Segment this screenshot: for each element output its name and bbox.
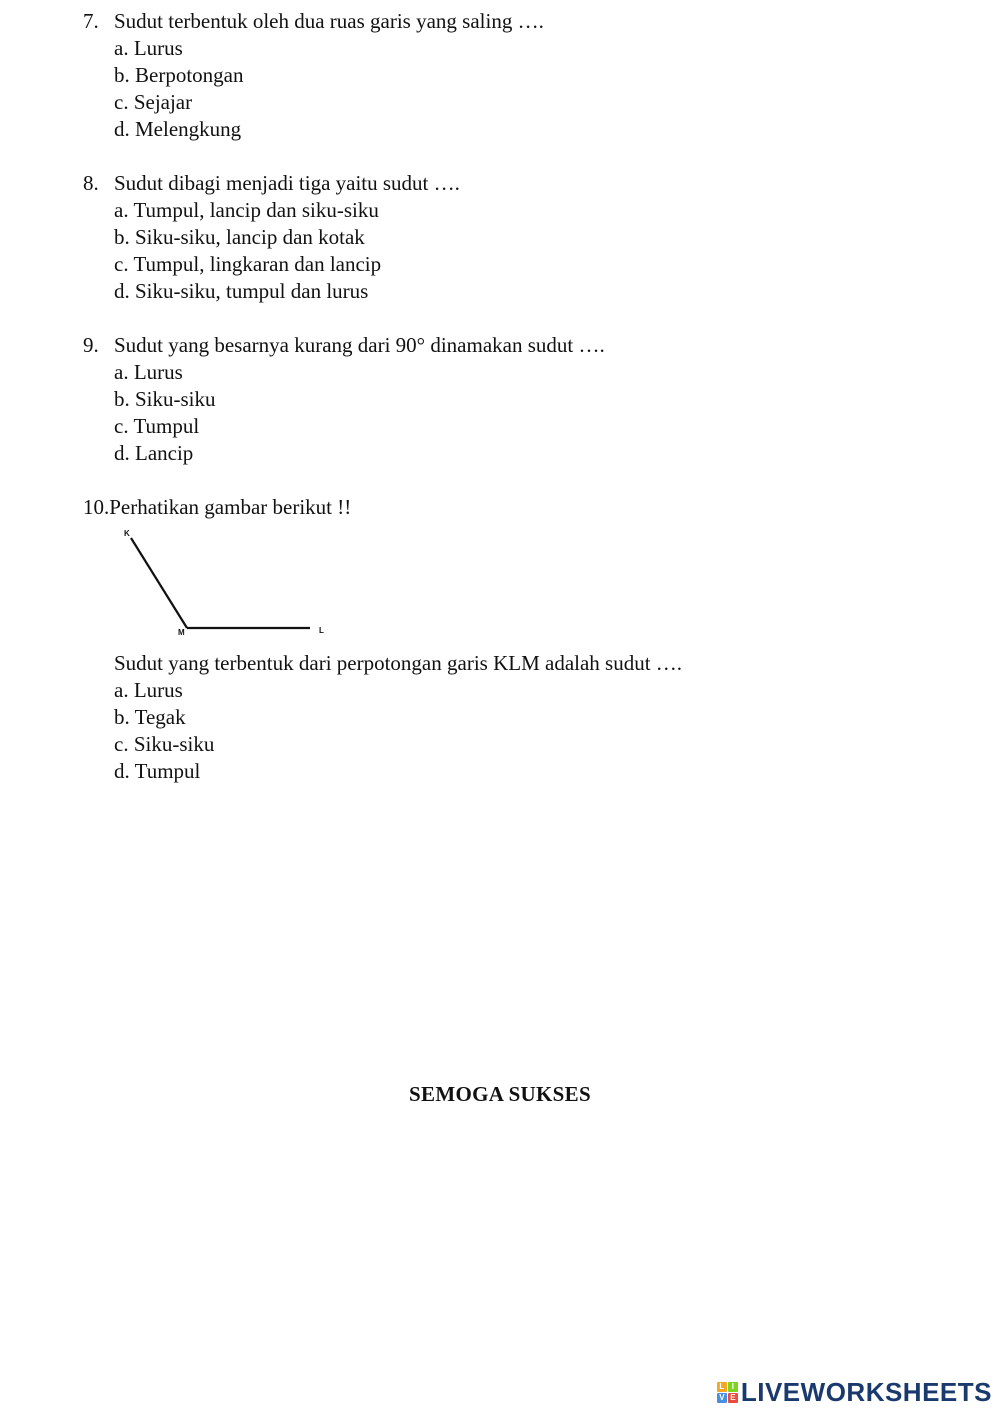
option-a[interactable]: a. Tumpul, lancip dan siku-siku — [114, 198, 379, 222]
closing-text: SEMOGA SUKSES — [409, 1082, 591, 1106]
liveworksheets-logo-icon — [717, 1382, 738, 1403]
question-8-options — [114, 197, 381, 305]
option-b[interactable]: b. Siku-siku — [114, 387, 216, 411]
question-text: Sudut dibagi menjadi tiga yaitu sudut …. — [114, 171, 460, 195]
option-c[interactable]: c. Siku-siku — [114, 732, 215, 756]
question-10 — [83, 494, 351, 521]
brand-watermark — [717, 1377, 992, 1407]
question-number: 8. — [83, 171, 99, 195]
angle-klm-figure — [110, 524, 340, 642]
option-c[interactable]: c. Sejajar — [114, 90, 193, 114]
question-10-options — [114, 677, 214, 785]
logo-tile-v: V — [717, 1393, 727, 1403]
question-number: 9. — [83, 333, 99, 357]
option-b[interactable]: b. Berpotongan — [114, 63, 244, 87]
logo-tile-i: I — [728, 1382, 738, 1392]
option-b[interactable]: b. Tegak — [114, 705, 186, 729]
option-d[interactable]: d. Melengkung — [114, 117, 242, 141]
question-text: Sudut terbentuk oleh dua ruas garis yang saling …. — [114, 9, 544, 33]
option-c[interactable]: c. Tumpul — [114, 414, 200, 438]
question-number: 10. — [83, 495, 110, 519]
option-d[interactable]: d. Siku-siku, tumpul dan lurus — [114, 279, 369, 303]
question-number: 7. — [83, 9, 99, 33]
question-9-options — [114, 359, 216, 467]
question-8 — [83, 170, 460, 197]
option-d[interactable]: d. Lancip — [114, 441, 194, 465]
label-k: K — [124, 529, 130, 538]
option-b[interactable]: b. Siku-siku, lancip dan kotak — [114, 225, 365, 249]
label-l: L — [319, 626, 324, 635]
question-7-options — [114, 35, 243, 143]
label-m: M — [178, 628, 185, 637]
option-a[interactable]: a. Lurus — [114, 678, 183, 702]
question-7 — [83, 8, 544, 35]
option-a[interactable]: a. Lurus — [114, 36, 183, 60]
option-d[interactable]: d. Tumpul — [114, 759, 201, 783]
question-text: Perhatikan gambar berikut !! — [109, 495, 352, 519]
brand-text: LIVEWORKSHEETS — [740, 1376, 992, 1407]
figure-caption: Sudut yang terbentuk dari perpotongan garis KLM adalah sudut …. — [114, 651, 683, 675]
logo-tile-l: L — [717, 1382, 727, 1392]
option-c[interactable]: c. Tumpul, lingkaran dan lancip — [114, 252, 382, 276]
question-9 — [83, 332, 605, 359]
question-text: Sudut yang besarnya kurang dari 90° dinamakan sudut …. — [114, 333, 605, 357]
line-km — [131, 538, 187, 628]
logo-tile-e: E — [728, 1393, 738, 1403]
option-a[interactable]: a. Lurus — [114, 360, 183, 384]
